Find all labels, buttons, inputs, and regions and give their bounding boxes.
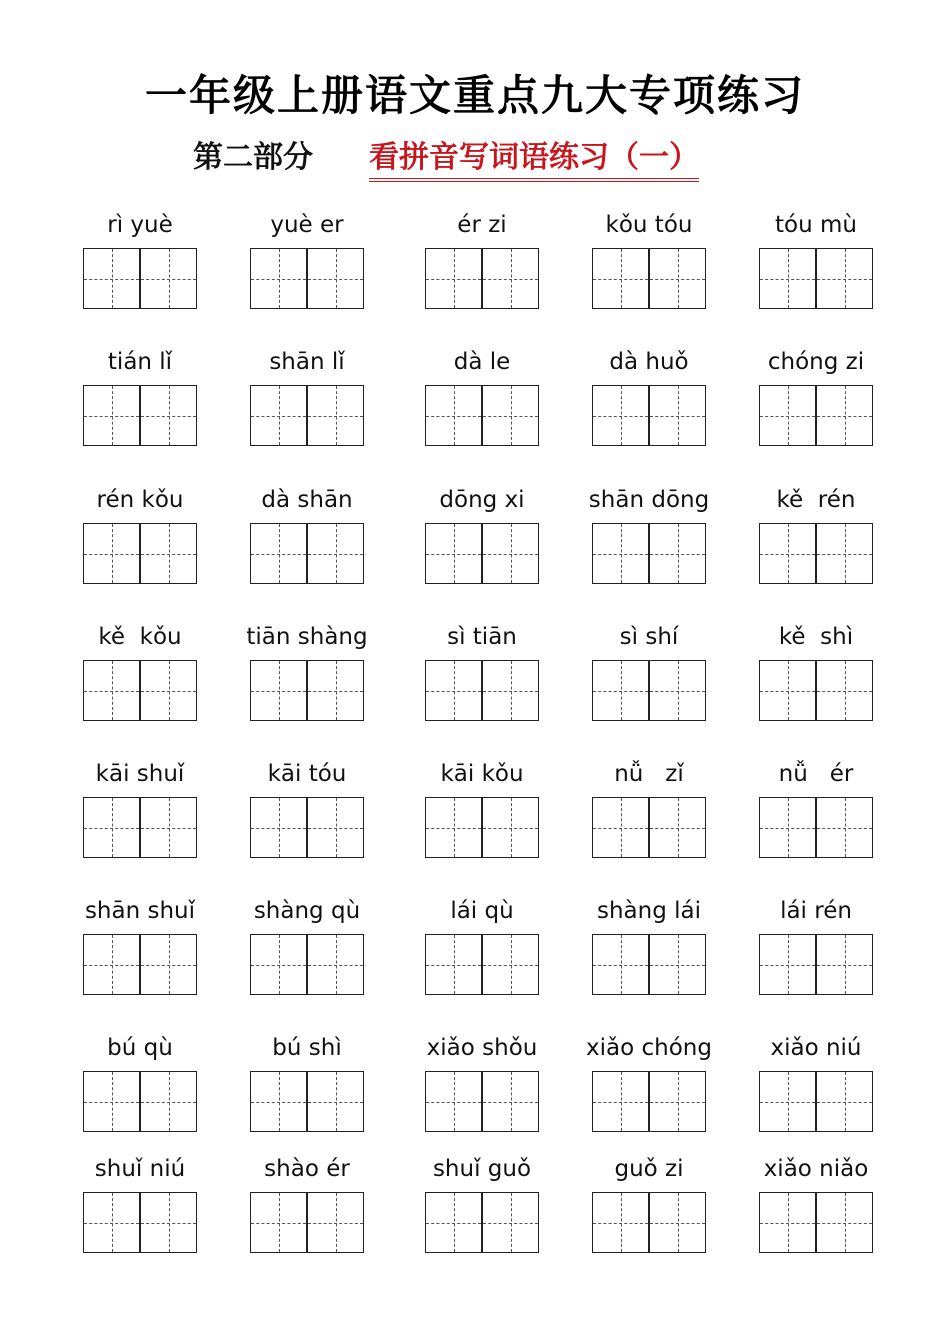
guide-line-horizontal: [817, 416, 872, 417]
pinyin-label: xiǎo shǒu: [426, 1035, 538, 1061]
writing-box[interactable]: [307, 934, 364, 995]
guide-line-horizontal: [426, 554, 481, 555]
writing-box[interactable]: [482, 1192, 539, 1253]
writing-box[interactable]: [83, 248, 140, 309]
word-cell: [49, 896, 219, 996]
writing-box[interactable]: [307, 523, 364, 584]
writing-box[interactable]: [307, 797, 364, 858]
writing-box[interactable]: [592, 523, 649, 584]
guide-line-horizontal: [760, 1223, 815, 1224]
guide-line-horizontal: [84, 1223, 139, 1224]
word-cell: [390, 896, 560, 996]
guide-line-horizontal: [483, 416, 538, 417]
writing-box[interactable]: [759, 1192, 816, 1253]
guide-line-horizontal: [308, 691, 363, 692]
word-cell: [730, 347, 900, 447]
word-cell: [390, 485, 560, 585]
pinyin-label: nǚ ér: [778, 761, 854, 787]
writing-box[interactable]: [649, 523, 706, 584]
pinyin-label: tián lǐ: [107, 349, 173, 375]
pinyin-label: rén kǒu: [96, 487, 184, 513]
writing-box[interactable]: [140, 934, 197, 995]
guide-line-horizontal: [251, 965, 306, 966]
guide-line-horizontal: [251, 1223, 306, 1224]
writing-box[interactable]: [425, 1192, 482, 1253]
guide-line-horizontal: [817, 1102, 872, 1103]
pinyin-label: shuǐ niú: [94, 1156, 186, 1182]
writing-box[interactable]: [759, 248, 816, 309]
guide-line-horizontal: [308, 554, 363, 555]
guide-line-horizontal: [483, 691, 538, 692]
writing-box[interactable]: [649, 660, 706, 721]
writing-box[interactable]: [592, 660, 649, 721]
guide-line-horizontal: [251, 828, 306, 829]
guide-line-horizontal: [593, 554, 648, 555]
pinyin-label: xiǎo niǎo: [763, 1156, 869, 1182]
word-cell: [560, 485, 730, 585]
pinyin-label: dà shān: [261, 487, 353, 513]
section-label: 第二部分: [193, 140, 313, 175]
word-cell: [730, 485, 900, 585]
writing-box[interactable]: [425, 797, 482, 858]
writing-box[interactable]: [759, 934, 816, 995]
writing-box[interactable]: [816, 248, 873, 309]
guide-line-horizontal: [593, 1102, 648, 1103]
guide-line-horizontal: [84, 416, 139, 417]
writing-box[interactable]: [482, 797, 539, 858]
pinyin-label: sì tiān: [447, 624, 517, 650]
word-cell: [219, 759, 389, 859]
pinyin-label: dà huǒ: [609, 349, 689, 375]
writing-box[interactable]: [250, 1071, 307, 1132]
writing-box[interactable]: [482, 934, 539, 995]
writing-box[interactable]: [83, 797, 140, 858]
writing-box[interactable]: [592, 1071, 649, 1132]
writing-box[interactable]: [140, 1192, 197, 1253]
pinyin-label: shān lǐ: [269, 349, 345, 375]
word-cell: [730, 1033, 900, 1133]
guide-line-horizontal: [84, 691, 139, 692]
word-cell: [390, 1154, 560, 1254]
writing-box[interactable]: [482, 660, 539, 721]
guide-line-horizontal: [483, 1102, 538, 1103]
guide-line-horizontal: [141, 828, 196, 829]
guide-line-horizontal: [650, 279, 705, 280]
writing-box[interactable]: [83, 934, 140, 995]
guide-line-horizontal: [760, 554, 815, 555]
pinyin-label: kāi kǒu: [440, 761, 524, 787]
writing-box[interactable]: [482, 385, 539, 446]
pinyin-label: shuǐ guǒ: [432, 1156, 532, 1182]
writing-box[interactable]: [140, 523, 197, 584]
writing-box[interactable]: [592, 248, 649, 309]
word-cell: [49, 1033, 219, 1133]
word-cell: [730, 1154, 900, 1254]
writing-box[interactable]: [140, 385, 197, 446]
guide-line-horizontal: [426, 1223, 481, 1224]
guide-line-horizontal: [308, 416, 363, 417]
word-cell: [219, 622, 389, 722]
writing-box[interactable]: [83, 1192, 140, 1253]
guide-line-horizontal: [760, 828, 815, 829]
guide-line-horizontal: [84, 279, 139, 280]
writing-box[interactable]: [816, 1192, 873, 1253]
word-cell: [730, 759, 900, 859]
writing-box[interactable]: [250, 248, 307, 309]
pinyin-label: nǚ zǐ: [614, 761, 684, 787]
writing-box[interactable]: [649, 1192, 706, 1253]
pinyin-label: kǒu tóu: [605, 212, 693, 238]
writing-box[interactable]: [649, 385, 706, 446]
word-cell: [390, 210, 560, 310]
writing-box[interactable]: [83, 523, 140, 584]
writing-box[interactable]: [425, 1071, 482, 1132]
word-cell: [560, 1033, 730, 1133]
guide-line-horizontal: [483, 965, 538, 966]
word-cell: [390, 622, 560, 722]
guide-line-horizontal: [760, 691, 815, 692]
writing-box[interactable]: [759, 797, 816, 858]
word-cell: [219, 1033, 389, 1133]
guide-line-horizontal: [817, 554, 872, 555]
guide-line-horizontal: [593, 279, 648, 280]
pinyin-label: dōng xi: [439, 487, 525, 513]
pinyin-label: xiǎo chóng: [586, 1035, 712, 1061]
pinyin-label: lái rén: [780, 898, 852, 924]
guide-line-horizontal: [84, 554, 139, 555]
writing-box[interactable]: [307, 1071, 364, 1132]
writing-box[interactable]: [140, 660, 197, 721]
guide-line-horizontal: [251, 1102, 306, 1103]
guide-line-horizontal: [426, 279, 481, 280]
guide-line-horizontal: [251, 554, 306, 555]
writing-box[interactable]: [425, 660, 482, 721]
word-cell: [390, 347, 560, 447]
pinyin-label: guǒ zi: [614, 1156, 684, 1182]
writing-box[interactable]: [816, 797, 873, 858]
word-cell: [390, 1033, 560, 1133]
writing-box[interactable]: [307, 660, 364, 721]
guide-line-horizontal: [308, 279, 363, 280]
guide-line-horizontal: [84, 965, 139, 966]
pinyin-label: kě rén: [776, 487, 856, 513]
guide-line-horizontal: [593, 965, 648, 966]
guide-line-horizontal: [650, 965, 705, 966]
pinyin-label: yuè er: [270, 212, 344, 238]
pinyin-label: shào ér: [264, 1156, 350, 1182]
writing-box[interactable]: [759, 523, 816, 584]
guide-line-horizontal: [593, 828, 648, 829]
word-cell: [49, 485, 219, 585]
guide-line-horizontal: [84, 1102, 139, 1103]
word-cell: [730, 210, 900, 310]
guide-line-horizontal: [308, 965, 363, 966]
guide-line-horizontal: [426, 1102, 481, 1103]
writing-box[interactable]: [649, 797, 706, 858]
word-cell: [49, 1154, 219, 1254]
pinyin-label: lái qù: [450, 898, 514, 924]
writing-box[interactable]: [307, 248, 364, 309]
guide-line-horizontal: [426, 828, 481, 829]
pinyin-label: kāi shuǐ: [95, 761, 185, 787]
word-cell: [730, 896, 900, 996]
guide-line-horizontal: [251, 416, 306, 417]
writing-box[interactable]: [83, 385, 140, 446]
pinyin-label: rì yuè: [107, 212, 173, 238]
writing-box[interactable]: [592, 797, 649, 858]
writing-box[interactable]: [250, 385, 307, 446]
pinyin-label: tóu mù: [775, 212, 857, 238]
writing-box[interactable]: [425, 248, 482, 309]
word-cell: [730, 622, 900, 722]
writing-box[interactable]: [83, 660, 140, 721]
guide-line-horizontal: [817, 691, 872, 692]
writing-box[interactable]: [250, 934, 307, 995]
word-cell: [560, 1154, 730, 1254]
guide-line-horizontal: [141, 965, 196, 966]
guide-line-horizontal: [84, 828, 139, 829]
writing-box[interactable]: [592, 934, 649, 995]
guide-line-horizontal: [650, 691, 705, 692]
guide-line-horizontal: [760, 416, 815, 417]
writing-box[interactable]: [816, 523, 873, 584]
writing-box[interactable]: [307, 385, 364, 446]
guide-line-horizontal: [308, 1223, 363, 1224]
word-cell: [49, 622, 219, 722]
pinyin-label: dà le: [453, 349, 511, 375]
writing-box[interactable]: [425, 934, 482, 995]
word-cell: [560, 896, 730, 996]
pinyin-label: chóng zi: [767, 349, 865, 375]
pinyin-label: tiān shàng: [246, 624, 368, 650]
guide-line-horizontal: [650, 416, 705, 417]
pinyin-label: kě kǒu: [98, 624, 182, 650]
guide-line-horizontal: [141, 279, 196, 280]
word-cell: [219, 210, 389, 310]
word-cell: [49, 347, 219, 447]
guide-line-horizontal: [817, 1223, 872, 1224]
writing-box[interactable]: [250, 660, 307, 721]
guide-line-horizontal: [426, 965, 481, 966]
guide-line-horizontal: [141, 416, 196, 417]
guide-line-horizontal: [817, 965, 872, 966]
writing-box[interactable]: [816, 660, 873, 721]
pinyin-label: sì shí: [619, 624, 679, 650]
pinyin-label: shān dōng: [588, 487, 710, 513]
pinyin-label: shàng lái: [596, 898, 702, 924]
word-cell: [219, 485, 389, 585]
pinyin-label: shān shuǐ: [84, 898, 196, 924]
pinyin-label: ér zi: [457, 212, 507, 238]
writing-box[interactable]: [759, 660, 816, 721]
writing-box[interactable]: [482, 523, 539, 584]
writing-box[interactable]: [816, 385, 873, 446]
writing-box[interactable]: [250, 1192, 307, 1253]
guide-line-horizontal: [251, 279, 306, 280]
writing-box[interactable]: [307, 1192, 364, 1253]
writing-box[interactable]: [140, 248, 197, 309]
writing-box[interactable]: [592, 385, 649, 446]
guide-line-horizontal: [308, 1102, 363, 1103]
guide-line-horizontal: [593, 416, 648, 417]
writing-box[interactable]: [425, 385, 482, 446]
guide-line-horizontal: [141, 691, 196, 692]
guide-line-horizontal: [483, 279, 538, 280]
writing-box[interactable]: [592, 1192, 649, 1253]
guide-line-horizontal: [483, 554, 538, 555]
writing-box[interactable]: [250, 523, 307, 584]
word-cell: [390, 759, 560, 859]
guide-line-horizontal: [760, 279, 815, 280]
guide-line-horizontal: [760, 1102, 815, 1103]
word-cell: [560, 759, 730, 859]
guide-line-horizontal: [308, 828, 363, 829]
guide-line-horizontal: [650, 1102, 705, 1103]
word-cell: [219, 896, 389, 996]
guide-line-horizontal: [817, 828, 872, 829]
writing-box[interactable]: [482, 1071, 539, 1132]
pinyin-label: shàng qù: [253, 898, 361, 924]
writing-box[interactable]: [482, 248, 539, 309]
writing-box[interactable]: [759, 385, 816, 446]
pinyin-label: xiǎo niú: [770, 1035, 862, 1061]
guide-line-horizontal: [141, 1223, 196, 1224]
word-cell: [49, 210, 219, 310]
section-topic: 看拼音写词语练习（一）: [369, 138, 699, 182]
pinyin-label: kě shì: [778, 624, 854, 650]
guide-line-horizontal: [650, 554, 705, 555]
writing-box[interactable]: [816, 934, 873, 995]
word-cell: [560, 210, 730, 310]
word-cell: [219, 1154, 389, 1254]
page-title: 一年级上册语文重点九大专项练习: [144, 71, 805, 120]
writing-box[interactable]: [425, 523, 482, 584]
writing-box[interactable]: [816, 1071, 873, 1132]
writing-box[interactable]: [759, 1071, 816, 1132]
writing-box[interactable]: [83, 1071, 140, 1132]
writing-box[interactable]: [649, 248, 706, 309]
writing-box[interactable]: [140, 1071, 197, 1132]
guide-line-horizontal: [251, 691, 306, 692]
pinyin-label: bú shì: [272, 1035, 342, 1061]
guide-line-horizontal: [483, 828, 538, 829]
guide-line-horizontal: [141, 1102, 196, 1103]
writing-box[interactable]: [649, 934, 706, 995]
word-cell: [560, 347, 730, 447]
pinyin-label: bú qù: [107, 1035, 173, 1061]
guide-line-horizontal: [593, 1223, 648, 1224]
guide-line-horizontal: [141, 554, 196, 555]
word-cell: [560, 622, 730, 722]
guide-line-horizontal: [483, 1223, 538, 1224]
guide-line-horizontal: [760, 965, 815, 966]
pinyin-label: kāi tóu: [267, 761, 347, 787]
word-cell: [49, 759, 219, 859]
guide-line-horizontal: [650, 828, 705, 829]
guide-line-horizontal: [426, 416, 481, 417]
guide-line-horizontal: [593, 691, 648, 692]
writing-box[interactable]: [140, 797, 197, 858]
guide-line-horizontal: [650, 1223, 705, 1224]
guide-line-horizontal: [426, 691, 481, 692]
word-cell: [219, 347, 389, 447]
writing-box[interactable]: [649, 1071, 706, 1132]
guide-line-horizontal: [817, 279, 872, 280]
writing-box[interactable]: [250, 797, 307, 858]
